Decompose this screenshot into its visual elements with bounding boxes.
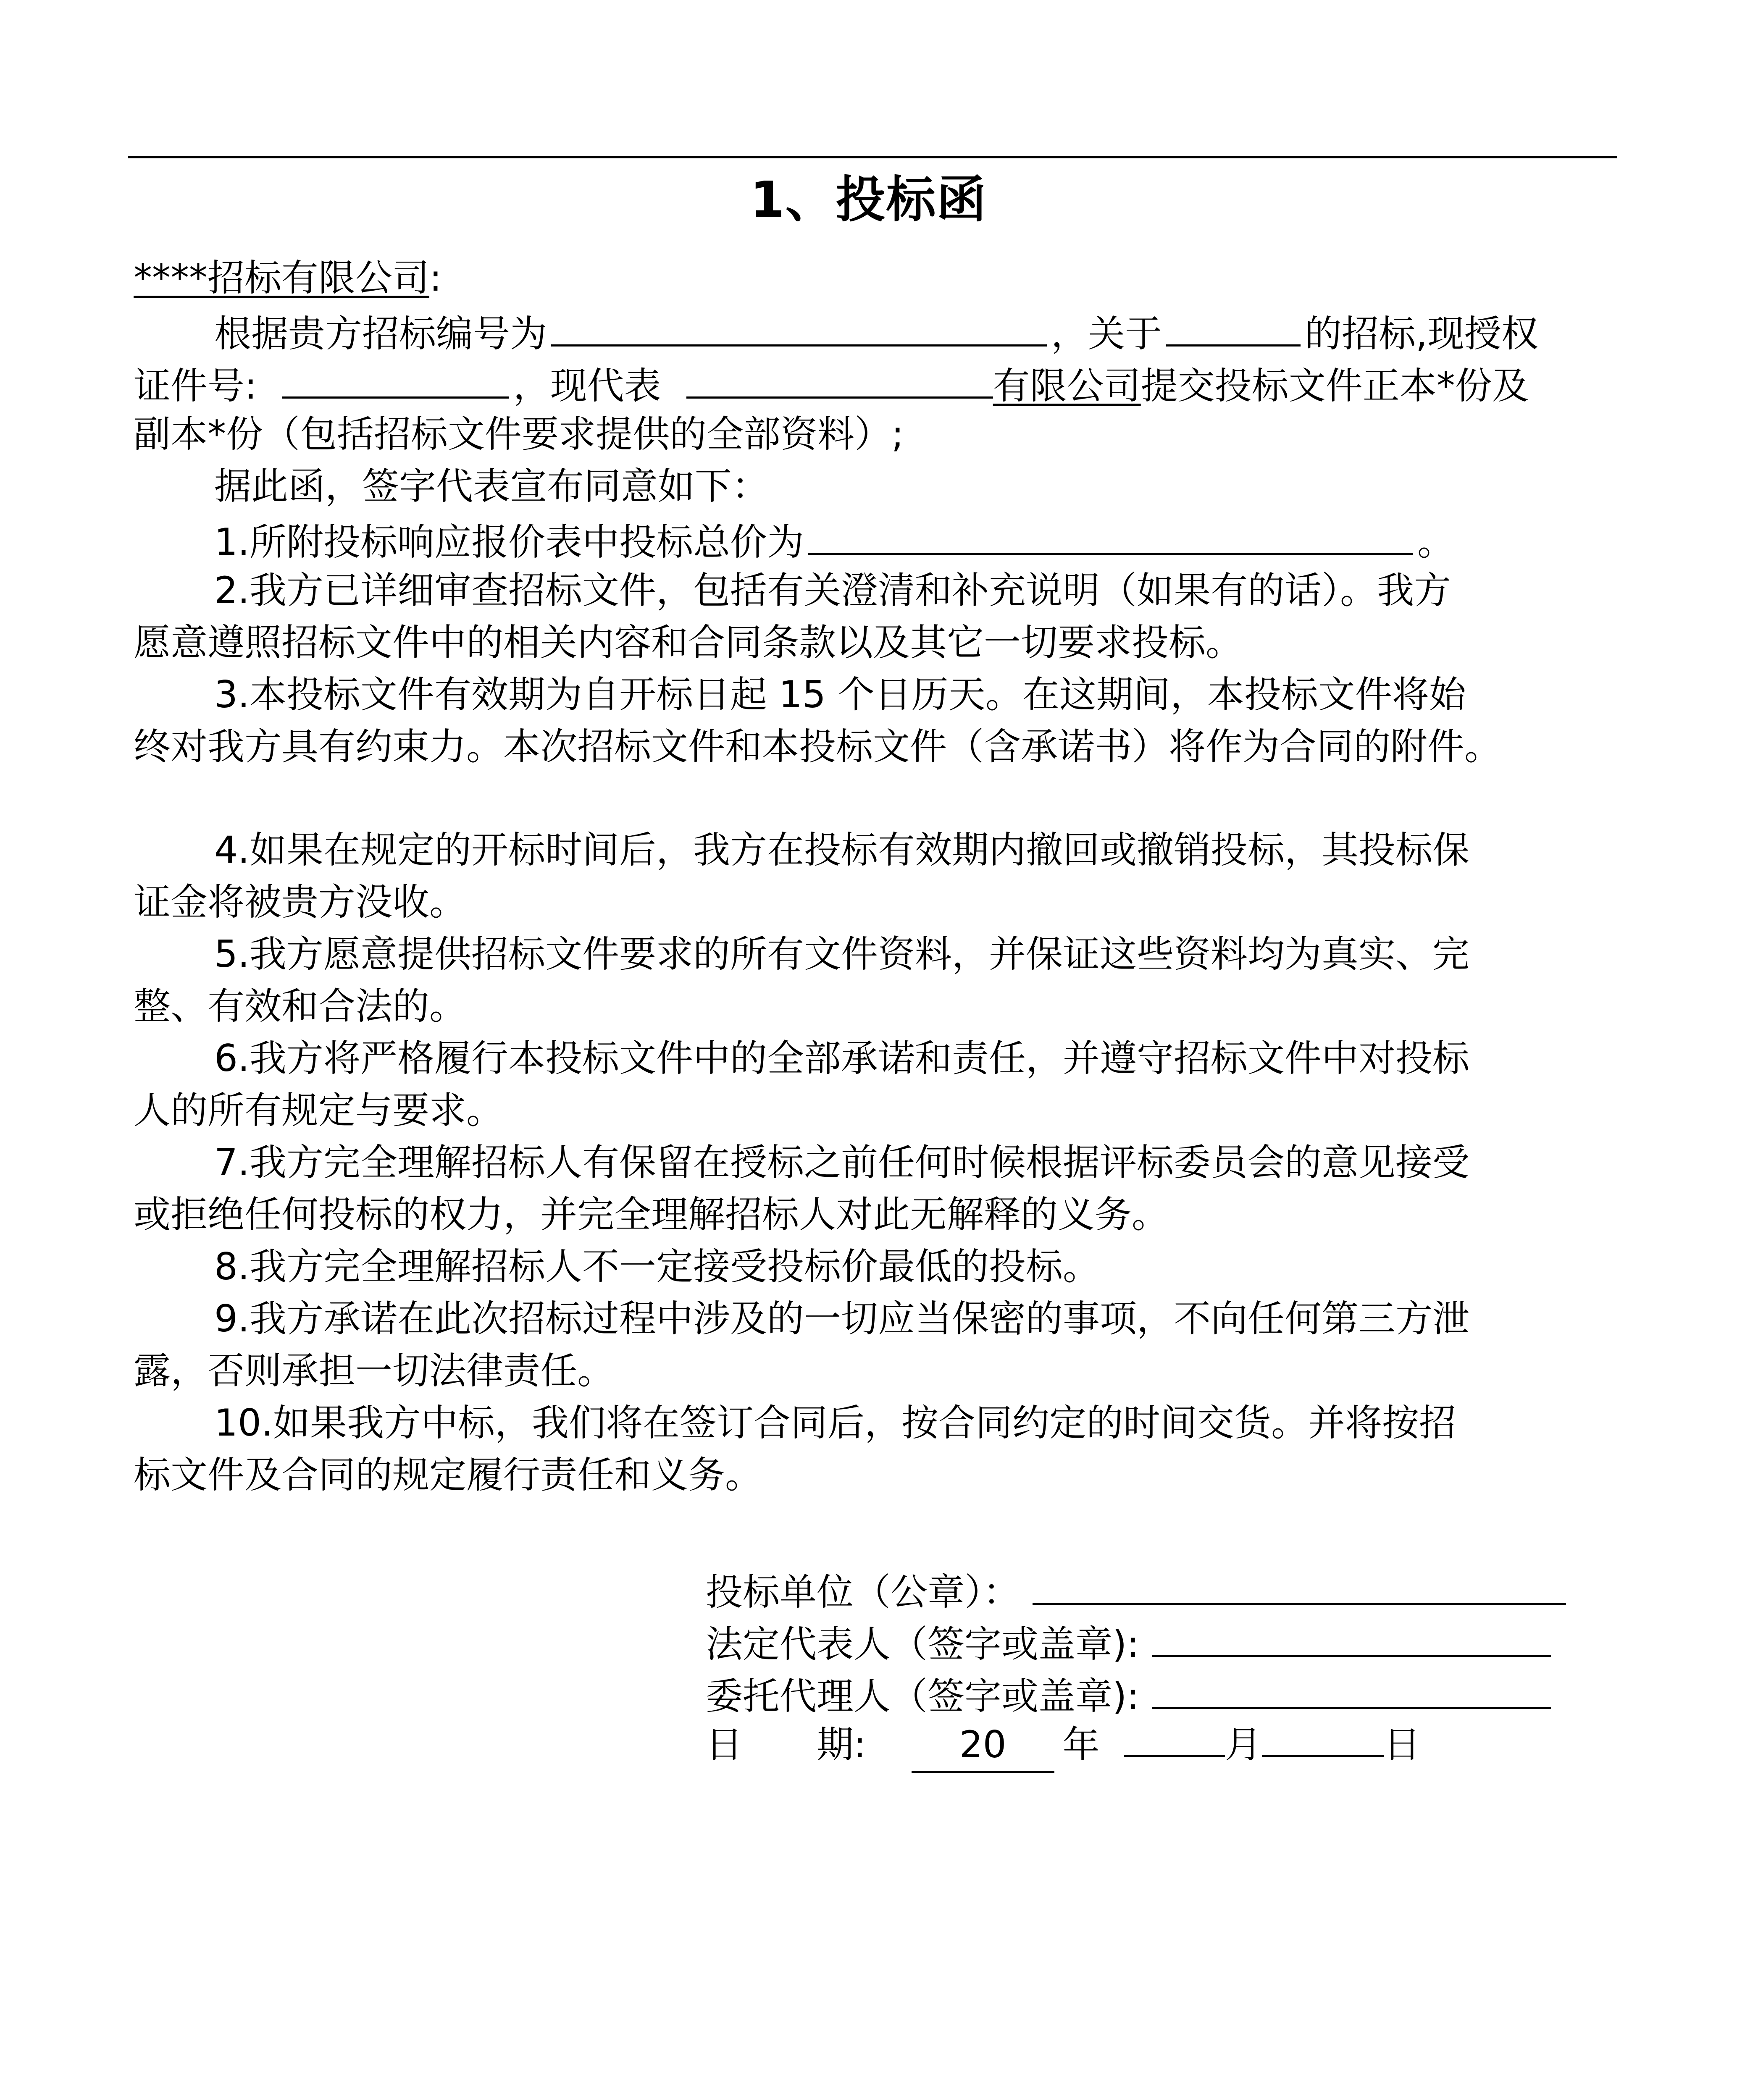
date-label: 日 期: [706, 1723, 866, 1766]
letter-body [134, 252, 1629, 1501]
blank-line [134, 773, 1629, 824]
item-4-line-1: 4.如果在规定的开标时间后，我方在投标有效期内撤回或撤销投标，其投标保 [214, 828, 1469, 872]
text-segment: 。 [1417, 520, 1454, 564]
agent-row [706, 1667, 1570, 1719]
page-title: 1、投标函 [750, 171, 987, 228]
tender-number-blank[interactable] [551, 304, 1047, 346]
bidder-unit-label: 投标单位（公章）： [706, 1570, 1020, 1614]
item-7-line-1: 7.我方完全理解招标人有保留在授标之前任何时候根据评标委员会的意见接受 [214, 1141, 1469, 1184]
day-blank[interactable] [1262, 1755, 1384, 1757]
item-3-line-1: 3.本投标文件有效期为自开标日起 15 个日历天。在这期间，本投标文件将始 [214, 673, 1466, 716]
legal-rep-row [706, 1614, 1570, 1667]
date-row [706, 1719, 1570, 1771]
year-label: 年 [1062, 1723, 1100, 1766]
header-rule [128, 156, 1617, 158]
year-prefix: 20 [959, 1723, 1006, 1766]
item-5-line-1: 5.我方愿意提供招标文件要求的所有文件资料，并保证这些资料均为真实、完 [214, 932, 1469, 976]
item-6-line-1: 6.我方将严格履行本投标文件中的全部承诺和责任，并遵守招标文件中对投标 [214, 1037, 1469, 1080]
id-number-blank[interactable] [282, 356, 509, 399]
paragraph-1-line-2 [134, 356, 1629, 408]
item-1 [134, 512, 1629, 564]
text-segment: 提交投标文件正本*份及 [1140, 364, 1529, 407]
text-segment: 1.所附投标响应报价表中投标总价为 [214, 520, 804, 564]
item-9-line-2: 露，否则承担一切法律责任。 [134, 1349, 615, 1392]
item-9-line-1: 9.我方承诺在此次招标过程中涉及的一切应当保密的事项，不向任何第三方泄 [214, 1297, 1469, 1340]
legal-rep-blank[interactable] [1152, 1614, 1551, 1657]
text-segment: ，关于 [1051, 312, 1162, 355]
legal-rep-label: 法定代表人（签字或盖章): [706, 1622, 1139, 1666]
item-6-line-2: 人的所有规定与要求。 [134, 1089, 504, 1132]
item-7-line-2: 或拒绝任何投标的权力，并完全理解招标人对此无解释的义务。 [134, 1193, 1169, 1236]
recipient-line [134, 252, 1629, 304]
item-5-line-2: 整、有效和合法的。 [134, 984, 467, 1028]
text-segment: 的招标,现授权 [1305, 312, 1539, 355]
month-label: 月 [1225, 1723, 1262, 1766]
company-name-blank[interactable] [686, 356, 993, 399]
text-segment: 证件号: [134, 364, 257, 407]
paragraph-1-line-3: 副本*份（包括招标文件要求提供的全部资料）; [134, 412, 904, 456]
project-name-blank[interactable] [1166, 304, 1301, 346]
item-2-line-2: 愿意遵照招标文件中的相关内容和合同条款以及其它一切要求投标。 [134, 621, 1243, 664]
text-segment: ，现代表 [513, 364, 661, 407]
text-segment: 根据贵方招标编号为 [214, 312, 547, 355]
item-2-line-1: 2.我方已详细审查招标文件，包括有关澄清和补充说明（如果有的话）。我方 [214, 569, 1451, 612]
company-suffix: 有限公司 [993, 364, 1141, 407]
item-3-line-2: 终对我方具有约束力。本次招标文件和本投标文件（含承诺书）将作为合同的附件。 [134, 725, 1502, 768]
agent-blank[interactable] [1152, 1667, 1551, 1709]
agent-label: 委托代理人（签字或盖章): [706, 1675, 1139, 1718]
paragraph-1-line-1 [134, 304, 1629, 356]
bidder-unit-blank[interactable] [1033, 1562, 1566, 1605]
year-blank[interactable] [912, 1719, 1054, 1773]
bidder-unit-row [706, 1562, 1570, 1614]
item-10-line-1: 10.如果我方中标，我们将在签订合同后，按合同约定的时间交货。并将按招 [214, 1401, 1456, 1444]
total-price-blank[interactable] [808, 512, 1413, 555]
signature-block [706, 1562, 1570, 1771]
paragraph-2: 据此函，签字代表宣布同意如下： [214, 465, 769, 508]
item-10-line-2: 标文件及合同的规定履行责任和义务。 [134, 1453, 762, 1496]
item-8-line-1: 8.我方完全理解招标人不一定接受投标价最低的投标。 [214, 1245, 1100, 1288]
recipient-stars: **** [134, 256, 208, 299]
day-label: 日 [1383, 1723, 1421, 1766]
recipient-company: 招标有限公司 [208, 256, 430, 299]
recipient-colon: : [429, 256, 442, 299]
item-4-line-2: 证金将被贵方没收。 [134, 880, 467, 924]
month-blank[interactable] [1124, 1755, 1225, 1757]
